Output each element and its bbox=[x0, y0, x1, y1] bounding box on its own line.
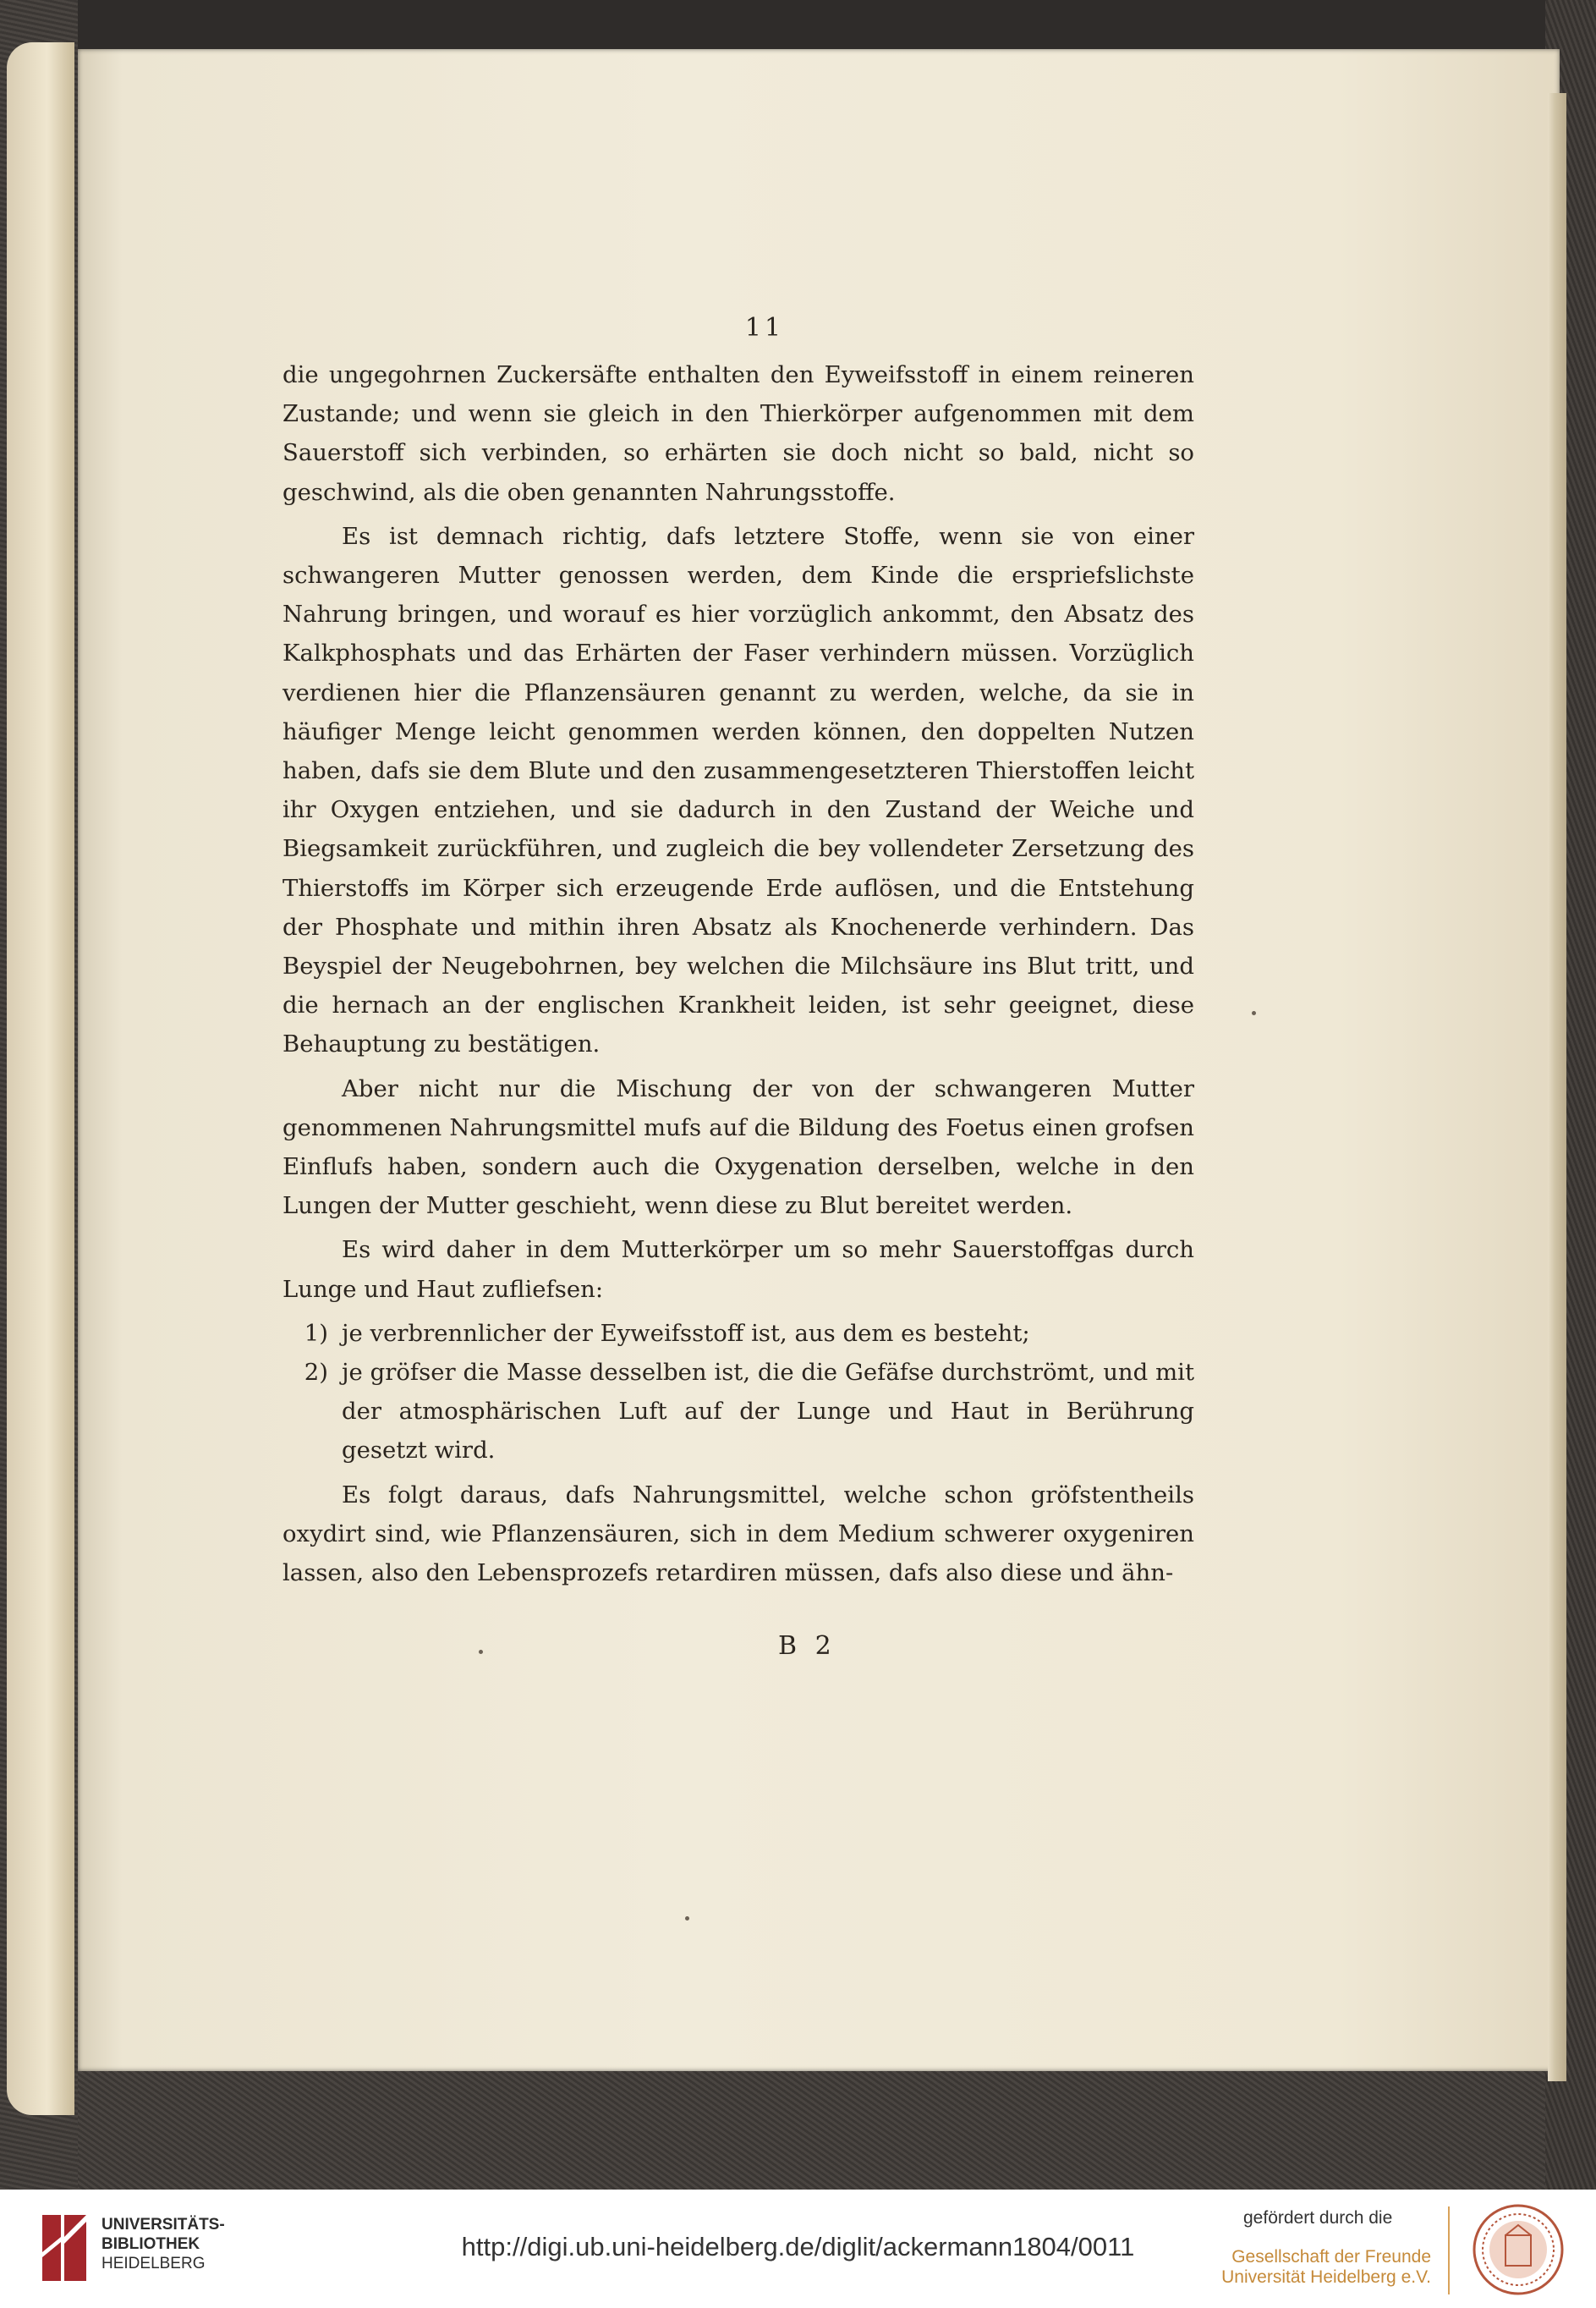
university-seal-icon bbox=[1472, 2203, 1565, 2296]
footer-bar bbox=[0, 2190, 1596, 2308]
sponsor-credit: gefördert durch die Gesellschaft der Freunde Universität Heidelberg e.V. bbox=[1221, 2208, 1431, 2287]
list-item-number: 2) bbox=[304, 1359, 328, 1387]
page-number: 11 bbox=[744, 313, 785, 343]
list-item-text: je verbrennlicher der Eyweifsstoff ist, aus dem es besteht; bbox=[342, 1319, 1030, 1347]
speck bbox=[685, 1916, 689, 1921]
paragraph-1: die ungegohrnen Zuckersäfte enthalten den Eyweifsstoff in einem reineren Zustande; und wenn sie gleich in den Thierkörper aufgenommen mit dem Sauerstoff sich verbinden, so erhärten sie doch nicht so bald, nicht so geschwind, als die oben genannten Nahrungsstoffe. bbox=[282, 361, 1194, 506]
paragraph-3: Aber nicht nur die Mischung der von der schwangeren Mutter genommenen Nahrungsmittel mufs auf die Bildung des Foetus einen grofsen Einflufs haben, sondern auch die Oxygenation derselben, welche in den Lungen der Mutter geschieht, wenn diese zu Blut bereitet werden. bbox=[282, 1074, 1194, 1220]
list-item bbox=[282, 1314, 1194, 1353]
paragraph-4: Es wird daher in dem Mutterkörper um so mehr Sauerstoffgas durch Lunge und Haut zufliefsen: bbox=[282, 1236, 1194, 1303]
bottom-cover-board bbox=[78, 2064, 1596, 2190]
signature-mark: B 2 bbox=[778, 1631, 836, 1661]
library-name: UNIVERSITÄTS- BIBLIOTHEK HEIDELBERG bbox=[101, 2216, 225, 2272]
list-item-number: 1) bbox=[304, 1319, 328, 1347]
page-body-text bbox=[282, 355, 1194, 1597]
speck bbox=[1252, 1011, 1256, 1015]
list-item bbox=[282, 1353, 1194, 1470]
permalink-url[interactable]: http://digi.ub.uni-heidelberg.de/diglit/ackermann1804/0011 bbox=[461, 2232, 1135, 2261]
paragraph-2: Es ist demnach richtig, dafs letztere Stoffe, wenn sie von einer schwangeren Mutter genossen werden, dem Kinde die erspriefslichste Nahrung bringen, und worauf es hier vorzüglich ankommt, den Absatz des Kalkphosphats und das Erhärten der Faser verhindern müssen. Vorzüglich verdienen hier die Pflanzensäuren genannt zu werden, welche, da sie in häufiger Menge leicht genommen werden können, den doppelten Nutzen haben, dafs sie dem Blute und den zusammengesetzteren Thierstoffen leicht ihr Oxygen entziehen, und sie dadurch in den Zustand der Weiche und Biegsamkeit zurückführen, und zugleich die bey vollendeter Zersetzung des Thierstoffs im Körper sich erzeugende Erde auflösen, und die Entstehung der Phosphate und mithin ihren Absatz als Knochenerde verhindern. Das Beyspiel der Neugebohrnen, bey welchen die Milchsäure ins Blut tritt, und die hernach an der englischen Krankheit leiden, ist sehr geeignet, diese Behauptung zu bestätigen. bbox=[282, 522, 1194, 1058]
closing-paragraph: Es folgt daraus, dafs Nahrungsmittel, welche schon gröfstentheils oxydirt sind, wie Pflanzensäuren, sich in dem Medium schwerer oxygeniren lassen, also den Lebensprozefs retardiren müssen, dafs also diese und ähn- bbox=[282, 1481, 1194, 1587]
list-item-text: je gröfser die Masse desselben ist, die die Gefäfse durchströmt, und mit der atmosphärischen Luft auf der Lunge und Haut in Berührung gesetzt wird. bbox=[342, 1359, 1194, 1464]
right-page-edge bbox=[1548, 93, 1566, 2081]
divider bbox=[1448, 2206, 1450, 2294]
left-page-edge bbox=[7, 42, 74, 2115]
speck bbox=[479, 1650, 483, 1654]
